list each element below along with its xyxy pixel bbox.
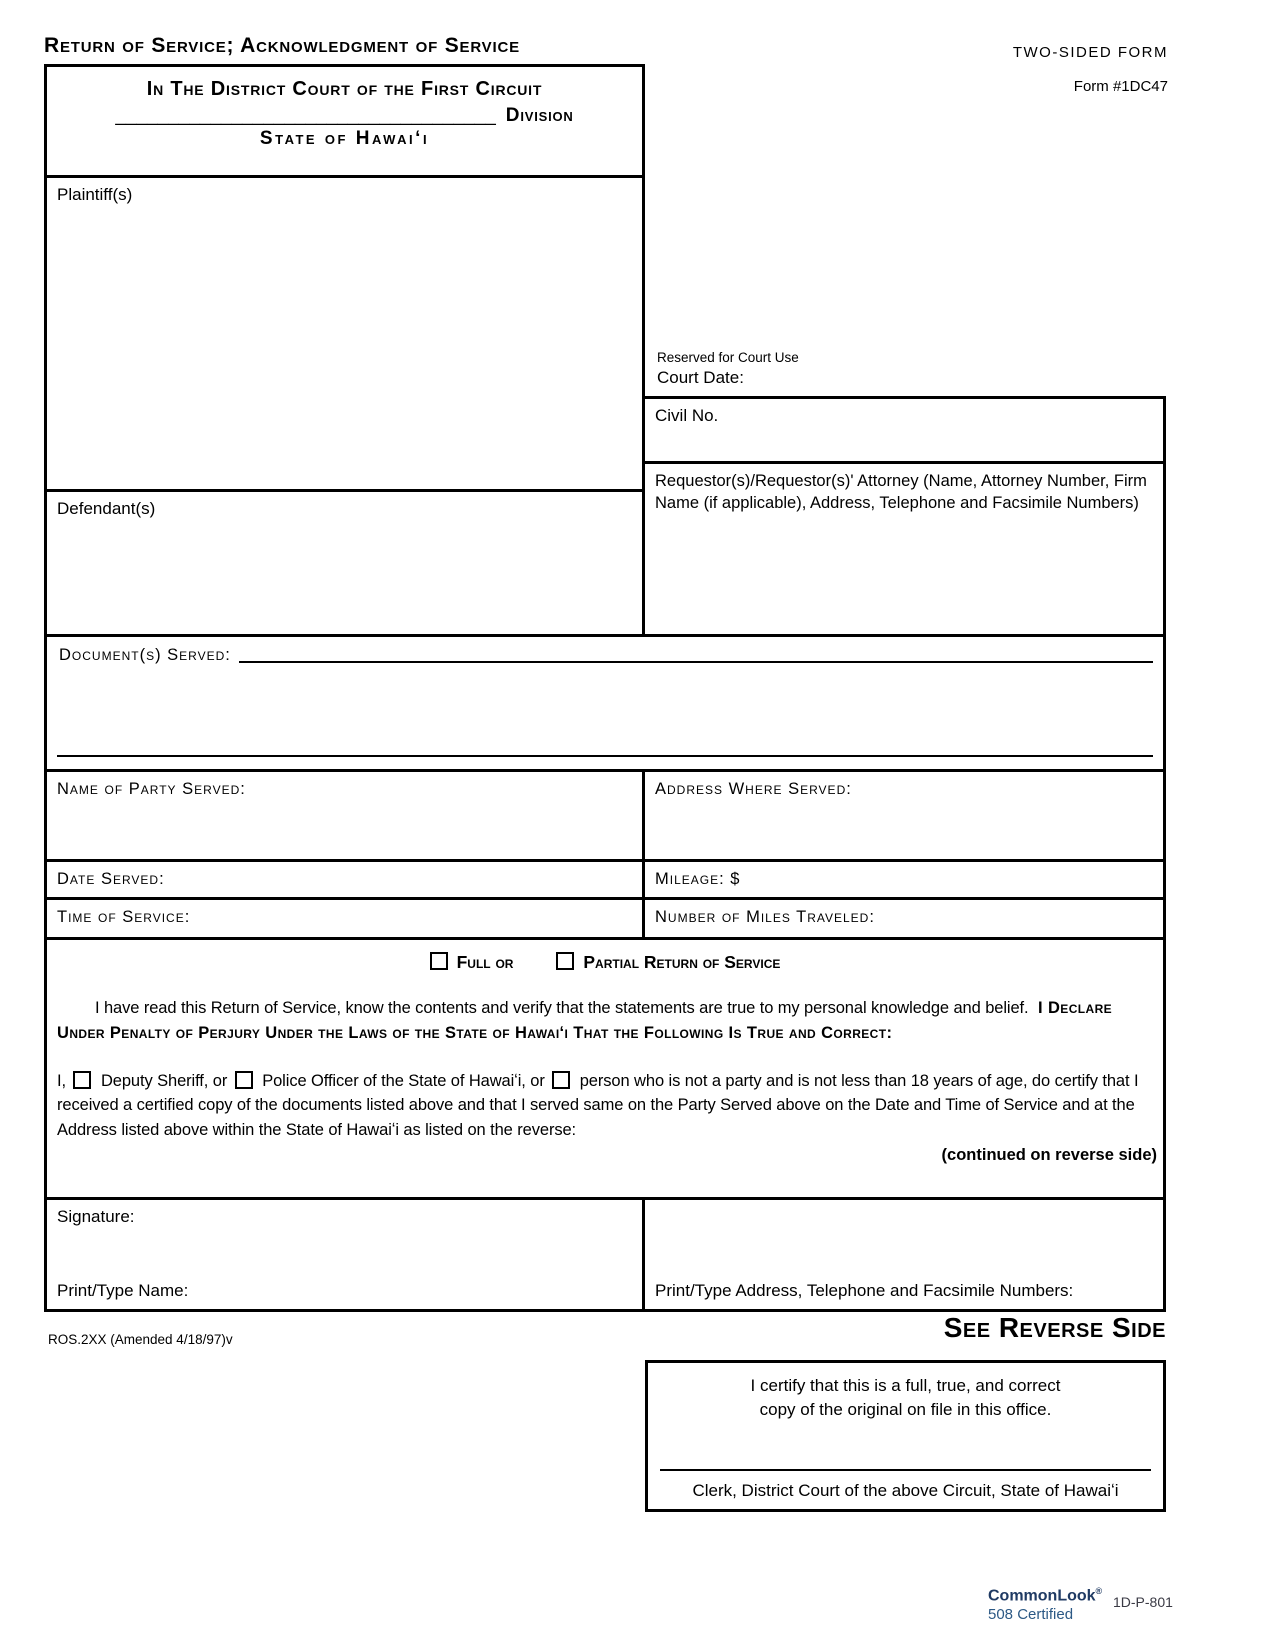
police-officer-label: Police Officer of the State of Hawaiʻi, or xyxy=(262,1071,545,1090)
miles-traveled-field[interactable] xyxy=(645,900,1166,940)
court-use-area[interactable] xyxy=(645,64,1166,396)
commonlook-name xyxy=(988,1586,1102,1606)
defendant-label: Defendant(s) xyxy=(57,499,156,518)
civil-no-field[interactable] xyxy=(645,396,1166,464)
partial-return-checkbox[interactable] xyxy=(556,952,574,970)
clerk-signature-line[interactable] xyxy=(660,1469,1151,1471)
form-number: Form #1DC47 xyxy=(1073,78,1168,95)
clerk-certification-box xyxy=(645,1360,1166,1512)
time-of-service-label: Time of Service: xyxy=(57,908,191,926)
two-sided-label: TWO-SIDED FORM xyxy=(1012,44,1168,61)
clerk-certify-line-1: I certify that this is a full, true, and correct xyxy=(750,1376,1061,1395)
print-address-field[interactable] xyxy=(645,1200,1166,1312)
form-code: ROS.2XX (Amended 4/18/97)v xyxy=(48,1332,233,1347)
return-type-row xyxy=(47,952,1163,973)
address-where-served-field[interactable] xyxy=(645,772,1166,862)
division-blank-field[interactable]: ____________________________________ xyxy=(115,105,496,126)
court-name: In The District Court of the First Circuit xyxy=(146,78,543,100)
perjury-text: I Declare Under Penalty of Perjury Under the Laws of the State of Hawaiʻi That the Following Is True and Correct: xyxy=(57,999,1113,1042)
time-of-service-field[interactable] xyxy=(44,900,645,940)
documents-served-section[interactable] xyxy=(44,637,1166,772)
requestor-label: Requestor(s)/Requestor(s)' Attorney (Name, Attorney Number, Firm Name (if applicable), Address, Telephone and Facsimile Numbers) xyxy=(655,472,1147,512)
partial-return-label: Partial Return of Service xyxy=(583,952,781,972)
deputy-sheriff-label: Deputy Sheriff, or xyxy=(100,1071,228,1090)
date-served-label: Date Served: xyxy=(57,870,165,888)
civil-no-label: Civil No. xyxy=(655,406,719,425)
print-address-label: Print/Type Address, Telephone and Facsimile Numbers: xyxy=(655,1281,1074,1300)
signature-label: Signature: xyxy=(57,1207,135,1226)
document-code: 1D-P-801 xyxy=(1113,1594,1173,1610)
documents-served-blank-line-2[interactable] xyxy=(57,755,1153,757)
non-party-checkbox[interactable] xyxy=(552,1071,570,1089)
documents-served-label: Document(s) Served: xyxy=(59,646,231,664)
division-line xyxy=(47,106,642,125)
full-return-label: Full or xyxy=(456,952,514,972)
date-served-field[interactable] xyxy=(44,862,645,900)
documents-served-blank-line-1[interactable] xyxy=(239,646,1153,663)
affiant-paragraph xyxy=(57,1069,1153,1143)
state-name: State of Hawaiʻi xyxy=(259,128,430,149)
full-return-checkbox[interactable] xyxy=(430,952,448,970)
reserved-for-court-use-label: Reserved for Court Use xyxy=(657,350,799,365)
certification-paragraph xyxy=(57,996,1153,1046)
signature-field[interactable] xyxy=(44,1200,645,1312)
print-name-label: Print/Type Name: xyxy=(57,1281,189,1300)
police-officer-checkbox[interactable] xyxy=(235,1071,253,1089)
clerk-label: Clerk, District Court of the above Circuit, State of Hawaiʻi xyxy=(692,1481,1119,1500)
non-party-text: person who is not a party and is not less than 18 years of age, do certify that I received a certified copy of the documents listed above and that I served same on the Party Served above on the Date and Time of Service and at the Address listed above within the State of Hawaiʻi as listed on the reverse: xyxy=(57,1071,1139,1139)
commonlook-certified-label: 508 Certified xyxy=(988,1605,1074,1623)
court-date-label: Court Date: xyxy=(657,368,744,387)
certify-text: I have read this Return of Service, know the contents and verify that the statements are true to my personal knowledge and belief. xyxy=(95,999,1029,1017)
mileage-field[interactable] xyxy=(645,862,1166,900)
see-reverse-side-label: See Reverse Side xyxy=(943,1312,1166,1343)
deputy-sheriff-checkbox[interactable] xyxy=(73,1071,91,1089)
requestor-field[interactable] xyxy=(645,464,1166,637)
page-title: Return of Service; Acknowledgment of Service xyxy=(44,34,520,57)
registered-trademark-icon: ® xyxy=(1095,1586,1103,1596)
continued-note: (continued on reverse side) xyxy=(941,1145,1157,1164)
name-of-party-served-field[interactable] xyxy=(44,772,645,862)
declaration-section xyxy=(44,940,1166,1200)
clerk-certify-line-2: copy of the original on file in this office. xyxy=(759,1400,1052,1419)
division-label: Division xyxy=(505,105,574,126)
plaintiff-label: Plaintiff(s) xyxy=(57,185,133,204)
court-header-box xyxy=(44,64,645,178)
form-grid xyxy=(44,64,1166,1312)
name-of-party-served-label: Name of Party Served: xyxy=(57,780,246,798)
affiant-intro: I, xyxy=(57,1071,66,1090)
address-where-served-label: Address Where Served: xyxy=(655,780,852,798)
commonlook-wordmark: CommonLook xyxy=(988,1587,1096,1605)
miles-traveled-label: Number of Miles Traveled: xyxy=(655,908,875,926)
documents-served-row xyxy=(47,637,1163,665)
defendant-field[interactable] xyxy=(44,492,645,637)
plaintiff-field[interactable] xyxy=(44,178,645,492)
commonlook-badge xyxy=(988,1586,1102,1623)
mileage-label: Mileage: $ xyxy=(655,870,741,888)
